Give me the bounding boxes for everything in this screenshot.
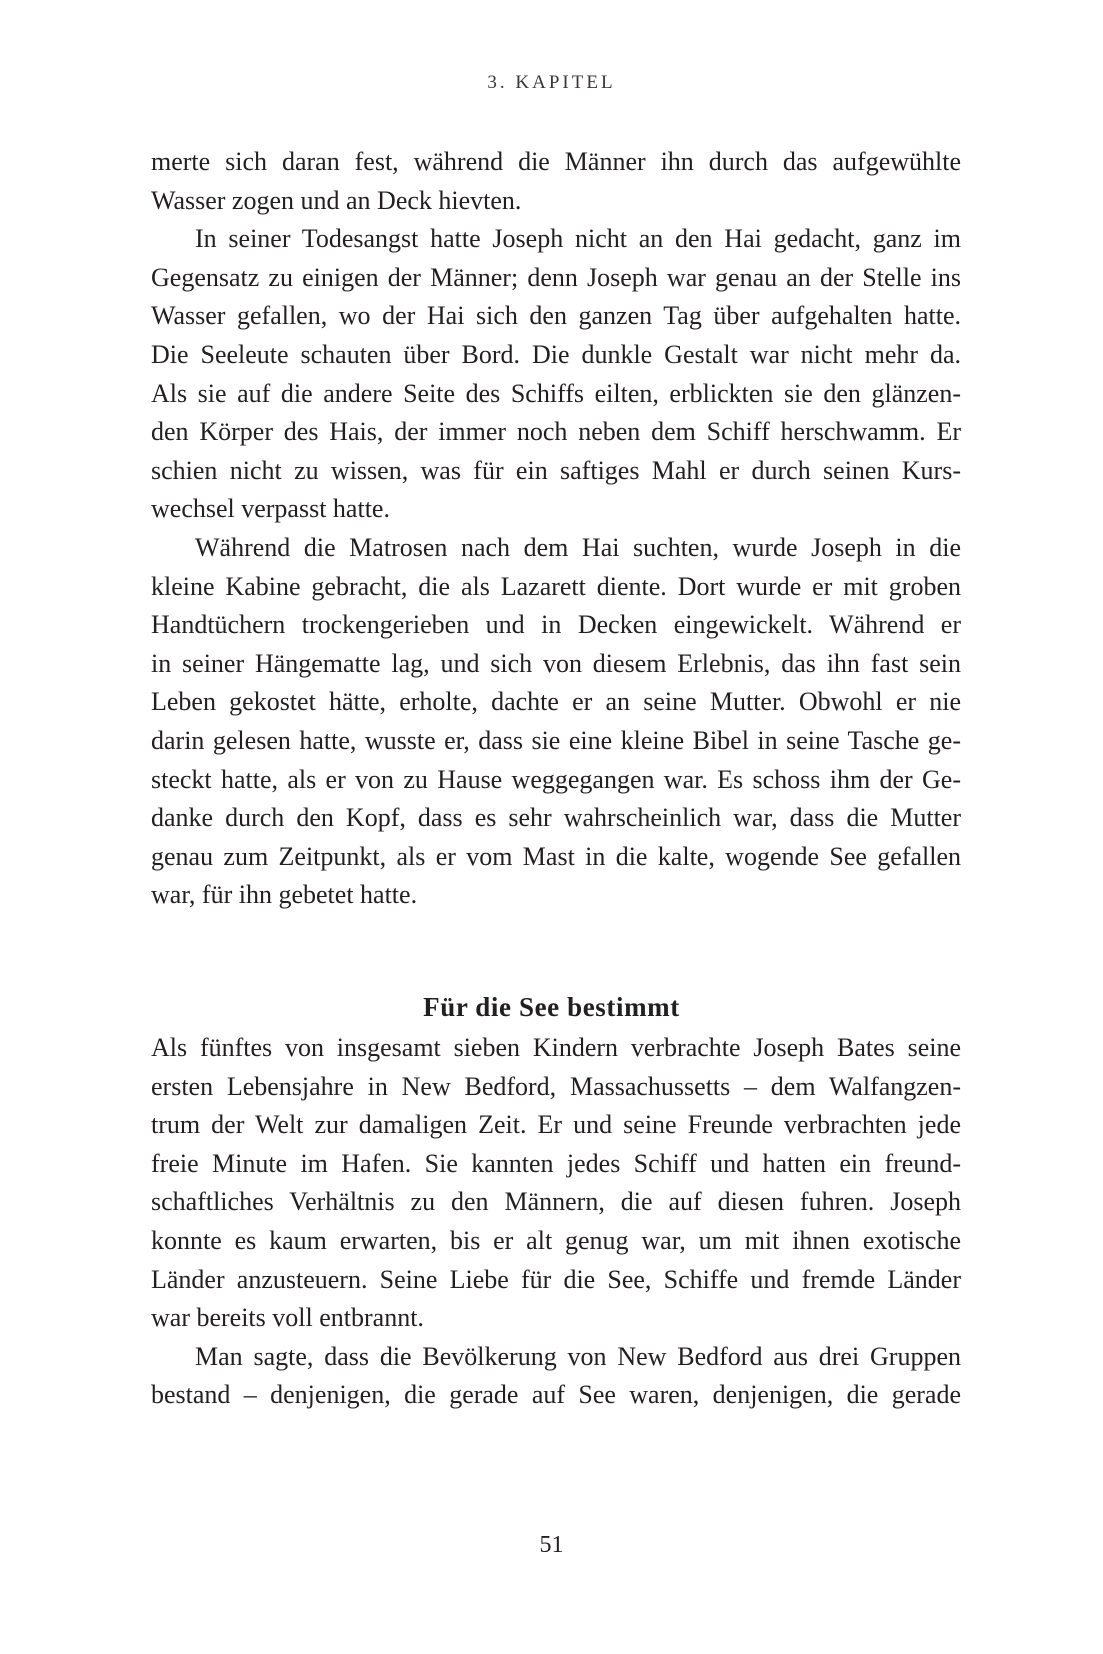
text-line: schien nicht zu wissen, was für ein saftiges Mahl er durch seinen Kurs- (151, 455, 961, 485)
text-line: Leben gekostet hätte, erholte, dachte er an seine Mutter. Obwohl er nie (151, 687, 961, 717)
text-line: bestand – denjenigen, die gerade auf See waren, denjenigen, die gerade (151, 1380, 961, 1410)
text-line: Wasser zogen und an Deck hievten. (151, 185, 522, 215)
text-line: ersten Lebensjahre in New Bedford, Massachussetts – dem Walfangzen- (151, 1071, 961, 1101)
text-line: kleine Kabine gebracht, die als Lazarett diente. Dort wurde er mit groben (151, 571, 961, 601)
text-line: Die Seeleute schauten über Bord. Die dunkle Gestalt war nicht mehr da. (151, 339, 961, 369)
text-line: Länder anzusteuern. Seine Liebe für die See, Schiffe und fremde Länder (151, 1264, 961, 1294)
text-line: Wasser gefallen, wo der Hai sich den ganzen Tag über aufgehalten hatte. (151, 301, 961, 331)
text-line: war, für ihn gebetet hatte. (151, 880, 418, 910)
section-heading: Für die See bestimmt (423, 992, 680, 1022)
text-line: Als sie auf die andere Seite des Schiffs eilten, erblickten sie den glänzen- (151, 378, 961, 408)
text-line: merte sich daran fest, während die Männer ihn durch das aufgewühlte (151, 147, 961, 176)
text-line: steckt hatte, als er von zu Hause weggegangen war. Es schoss ihm der Ge- (151, 764, 961, 794)
text-line: Man sagte, dass die Bevölkerung von New Bedford aus drei Gruppen (195, 1341, 961, 1371)
text-line: war bereits voll entbrannt. (151, 1303, 424, 1333)
text-line: wechsel verpasst hatte. (151, 494, 390, 524)
text-line: genau zum Zeitpunkt, als er vom Mast in die kalte, wogende See gefallen (151, 841, 961, 871)
text-line: danke durch den Kopf, dass es sehr wahrscheinlich war, dass die Mutter (151, 803, 961, 833)
text-line: In seiner Todesangst hatte Joseph nicht an den Hai gedacht, ganz im (195, 224, 961, 254)
body-text-after-heading (151, 1029, 961, 1415)
text-line: Als fünftes von insgesamt sieben Kindern verbrachte Joseph Bates seine (151, 1033, 961, 1062)
page-number: 51 (539, 1532, 564, 1558)
text-line: schaftliches Verhältnis zu den Männern, die auf diesen fuhren. Joseph (151, 1187, 961, 1217)
text-line: Während die Matrosen nach dem Hai suchten, wurde Joseph in die (195, 532, 961, 562)
text-line: den Körper des Hais, der immer noch neben dem Schiff herschwamm. Er (151, 417, 961, 447)
text-line: trum der Welt zur damaligen Zeit. Er und seine Freunde verbrachten jede (151, 1110, 961, 1140)
body-text-before-heading (151, 143, 961, 915)
text-line: Gegensatz zu einigen der Männer; denn Joseph war genau an der Stelle ins (151, 262, 961, 292)
text-line: darin gelesen hatte, wusste er, dass sie eine kleine Bibel in seine Tasche ge- (151, 725, 961, 755)
running-head: 3. KAPITEL (487, 72, 616, 93)
text-line: freie Minute im Hafen. Sie kannten jedes Schiff und hatten ein freund- (151, 1148, 961, 1178)
text-line: in seiner Hängematte lag, und sich von diesem Erlebnis, das ihn fast sein (151, 648, 961, 678)
text-line: konnte es kaum erwarten, bis er alt genug war, um mit ihnen exotische (151, 1225, 961, 1255)
text-line: Handtüchern trockengerieben und in Decken eingewickelt. Während er (151, 610, 961, 640)
